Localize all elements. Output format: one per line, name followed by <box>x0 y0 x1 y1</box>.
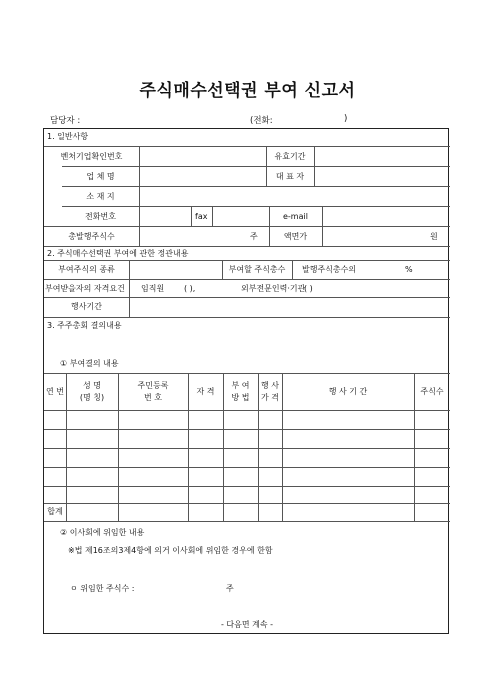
contact-person-label: 담당자 : <box>50 116 81 126</box>
ceo-label: 대 표 자 <box>275 172 305 181</box>
col-period: 행 사 기 간 <box>328 387 368 396</box>
grant-resolution-subheading: ① 부여결의 내용 <box>60 359 119 368</box>
employees-paren: ( ), <box>184 284 196 293</box>
form-frame <box>43 128 449 634</box>
col-price-1: 행 사 <box>261 381 279 390</box>
external-paren: ( ) <box>304 284 313 293</box>
exercise-period-label: 행사기간 <box>71 302 102 311</box>
eligibility-label: 부여받을자의 자격요건 <box>45 284 125 293</box>
venture-no-label: 벤처기업확인번호 <box>60 152 123 161</box>
grant-total-label: 부여할 주식총수 <box>228 265 286 274</box>
delegation-note: ※법 제16조의3제4항에 의거 이사회에 위임한 경우에 한함 <box>68 546 273 555</box>
section2-heading: 2. 주식매수선택권 부여에 관한 정관내용 <box>47 249 189 258</box>
phone-label: 전화번호 <box>85 212 116 221</box>
par-value-label: 액면가 <box>283 232 308 241</box>
won-unit-label: 원 <box>430 232 438 241</box>
continued-note: - 다음면 계속 - <box>220 620 274 629</box>
address-label: 소 재 지 <box>86 192 115 201</box>
stock-type-label: 부여주식의 종류 <box>58 265 115 274</box>
employees-label: 임직원 <box>141 284 165 293</box>
fax-label: fax <box>195 212 208 221</box>
email-label: e-mail <box>283 212 308 221</box>
col-no: 연 번 <box>46 387 64 396</box>
col-shares: 주식수 <box>420 387 444 396</box>
company-name-label: 업 체 명 <box>86 172 115 181</box>
section1-heading: 1. 일반사항 <box>47 132 89 141</box>
valid-period-label: 유효기간 <box>274 152 306 161</box>
col-id-2: 번 호 <box>144 393 162 402</box>
delegated-shares-label: ㅇ 위임한 주식수 : <box>70 584 135 593</box>
col-price-2: 가 격 <box>261 393 279 402</box>
form-title: 주식매수선택권 부여 신고서 <box>139 81 356 101</box>
external-label: 외부전문인력·기관 <box>241 284 306 293</box>
percent-label: % <box>405 265 413 274</box>
share-unit-label: 주 <box>250 232 258 241</box>
section3-heading: 3. 주주총회 결의내용 <box>47 321 122 330</box>
delegated-shares-unit: 주 <box>226 584 234 593</box>
total-row-label: 합계 <box>47 507 63 516</box>
phone-open-label: (전화: <box>250 116 273 126</box>
col-method-1: 부 여 <box>231 381 250 390</box>
phone-close-label: ) <box>344 114 348 124</box>
total-shares-label: 총발행주식수 <box>68 232 115 241</box>
board-delegation-subheading: ② 이사회에 위임한 내용 <box>60 528 145 537</box>
col-name-2: (명 칭) <box>79 393 105 402</box>
col-name-1: 성 명 <box>83 381 101 390</box>
col-qualification: 자 격 <box>196 387 215 396</box>
col-id-1: 주민등록 <box>137 381 169 390</box>
issued-ratio-label: 발행주식총수의 <box>302 265 357 274</box>
col-method-2: 방 법 <box>231 393 250 402</box>
